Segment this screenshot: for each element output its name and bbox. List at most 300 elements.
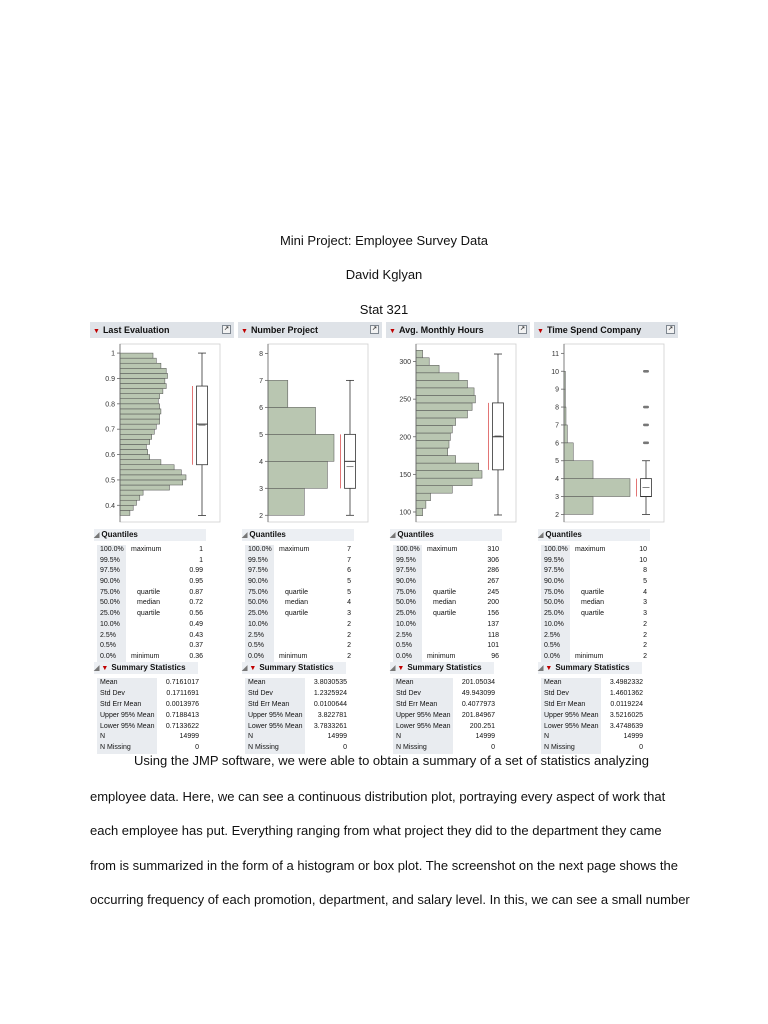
summary-label: Std Err Mean xyxy=(248,700,290,708)
panel-header[interactable] xyxy=(238,322,382,338)
quantiles-title: Quantiles xyxy=(545,530,582,539)
histogram-bar xyxy=(268,407,316,434)
report-window-icon[interactable]: ↗ xyxy=(519,326,526,332)
histogram-bar xyxy=(120,384,166,389)
quantile-value: 5 xyxy=(347,588,351,596)
panel-header[interactable] xyxy=(386,322,530,338)
red-triangle-menu-icon[interactable]: ▼ xyxy=(389,328,396,335)
quantile-label: quartile xyxy=(433,588,456,596)
quantile-percent: 50.0% xyxy=(248,599,268,607)
histogram-bar xyxy=(120,429,154,434)
outlier-point xyxy=(643,370,649,373)
quantile-percent: 97.5% xyxy=(100,567,120,575)
quantile-value: 137 xyxy=(487,620,499,628)
histogram-bar xyxy=(120,444,146,449)
quantile-value: 6 xyxy=(347,567,351,575)
histogram-bar xyxy=(120,353,153,358)
summary-label: Std Dev xyxy=(100,689,125,697)
disclosure-icon[interactable]: ◢ xyxy=(538,532,544,539)
quantile-percent: 99.5% xyxy=(100,556,120,564)
quantile-row xyxy=(97,588,205,599)
quantile-value: 0.99 xyxy=(189,567,203,575)
quantile-percent: 0.0% xyxy=(396,652,412,660)
body-paragraph-line: Using the JMP software, we were able to obtain a summary of a set of statistics analyzing xyxy=(134,753,649,768)
quantile-percent: 50.0% xyxy=(544,599,564,607)
jmp-distribution-screenshot xyxy=(90,322,678,750)
quantile-value: 10 xyxy=(639,556,647,564)
histogram-bar xyxy=(120,500,137,505)
quantile-row xyxy=(393,556,501,567)
document-course: Stat 321 xyxy=(359,302,409,317)
quantile-row xyxy=(245,641,353,652)
histogram-bar xyxy=(564,479,630,497)
quantile-value: 2 xyxy=(643,631,647,639)
quantile-percent: 100.0% xyxy=(248,546,272,553)
summary-label: Std Dev xyxy=(396,689,421,697)
y-tick-label: 1 xyxy=(111,350,115,358)
quantile-row xyxy=(393,631,501,642)
quantile-row xyxy=(97,652,205,663)
body-paragraph-line: occurring frequency of each promotion, department, and salary level. In this, we can see a small number xyxy=(90,892,690,907)
quantile-percent: 100.0% xyxy=(396,546,420,553)
summary-value: 201.05034 xyxy=(461,679,495,686)
quantile-row xyxy=(245,631,353,642)
summary-row xyxy=(541,711,645,722)
summary-row xyxy=(393,722,497,733)
quantile-row xyxy=(97,556,205,567)
histogram-bar xyxy=(120,419,160,424)
quantile-label: minimum xyxy=(575,652,604,660)
y-tick-label: 11 xyxy=(551,350,559,358)
quantiles-header[interactable] xyxy=(242,529,354,541)
quantile-row xyxy=(245,545,353,556)
summary-value: 0.7188413 xyxy=(165,711,199,719)
quantiles-header[interactable] xyxy=(538,529,650,541)
summary-row xyxy=(97,678,201,689)
summary-label: Std Dev xyxy=(248,689,273,697)
y-tick-label: 2 xyxy=(555,511,559,519)
histogram-bar xyxy=(120,505,133,510)
histogram-bar xyxy=(120,475,186,480)
y-tick-label: 0.9 xyxy=(105,375,115,383)
y-tick-label: 0.4 xyxy=(105,502,115,510)
quantile-label: quartile xyxy=(285,588,308,596)
summary-row xyxy=(97,732,201,743)
summary-value: 1.4601362 xyxy=(609,689,643,697)
summary-value: 0.0013976 xyxy=(165,700,199,708)
quantiles-title: Quantiles xyxy=(397,530,434,539)
report-window-icon[interactable]: ↗ xyxy=(667,326,674,332)
quantile-value: 245 xyxy=(487,588,499,596)
summary-value: 49.943099 xyxy=(461,689,495,697)
summary-row xyxy=(541,689,645,700)
summary-row xyxy=(97,700,201,711)
disclosure-icon[interactable]: ◢ xyxy=(94,532,100,539)
quantile-value: 5 xyxy=(347,578,351,586)
summary-label: N Missing xyxy=(544,744,575,752)
summary-row xyxy=(393,732,497,743)
summary-statistics-header[interactable] xyxy=(538,662,642,674)
quantile-row xyxy=(245,588,353,599)
summary-statistics-table xyxy=(541,678,645,754)
summary-statistics-title: Summary Statistics xyxy=(111,663,186,672)
histogram-bar xyxy=(120,414,160,419)
summary-row xyxy=(541,678,645,689)
histogram-boxplot xyxy=(386,340,530,526)
histogram-bar xyxy=(120,389,163,394)
quantile-label: maximum xyxy=(279,546,310,553)
quantile-percent: 10.0% xyxy=(248,620,268,628)
quantile-row xyxy=(245,598,353,609)
y-tick-label: 2 xyxy=(259,512,263,520)
red-triangle-menu-icon[interactable]: ▼ xyxy=(545,665,553,672)
distribution-panel-last-evaluation xyxy=(90,322,234,750)
red-triangle-menu-icon[interactable]: ▼ xyxy=(397,665,405,672)
document-author: David Kglyan xyxy=(345,267,423,282)
histogram-bar xyxy=(416,508,423,516)
summary-label: Lower 95% Mean xyxy=(544,722,599,730)
y-tick-label: 6 xyxy=(555,440,559,448)
summary-label: Std Err Mean xyxy=(544,700,586,708)
body-paragraph-line: each employee has put. Everything ranging from what project they did to the department they came xyxy=(90,823,662,838)
y-tick-label: 4 xyxy=(259,458,263,466)
quantile-percent: 25.0% xyxy=(544,610,564,618)
histogram-bar xyxy=(416,380,467,388)
quantile-label: median xyxy=(581,599,604,607)
histogram-bar xyxy=(416,463,479,471)
summary-label: Lower 95% Mean xyxy=(396,722,451,730)
histogram-bar xyxy=(416,471,482,479)
quantile-row xyxy=(245,566,353,577)
quantile-value: 310 xyxy=(487,546,499,553)
disclosure-icon[interactable]: ◢ xyxy=(94,665,100,672)
quantile-row xyxy=(97,598,205,609)
y-tick-label: 300 xyxy=(399,359,411,367)
summary-value: 200.251 xyxy=(469,722,495,730)
histogram-bar xyxy=(120,373,168,378)
report-window-icon[interactable]: ↗ xyxy=(371,326,378,332)
summary-value: 0.0119224 xyxy=(610,700,643,708)
histogram-bar xyxy=(416,373,459,381)
summary-row xyxy=(541,722,645,733)
quantile-row xyxy=(541,588,649,599)
histogram-bar xyxy=(564,497,593,515)
quantile-percent: 97.5% xyxy=(248,567,268,575)
summary-value: 0.7133622 xyxy=(165,722,199,730)
y-tick-label: 5 xyxy=(555,458,559,466)
summary-statistics-header[interactable] xyxy=(94,662,198,674)
outlier-point xyxy=(643,442,649,445)
summary-label: N xyxy=(100,733,106,741)
quantile-row xyxy=(541,545,649,556)
summary-value: 3.7833261 xyxy=(313,722,347,730)
summary-row xyxy=(245,711,349,722)
summary-row xyxy=(541,700,645,711)
quantile-value: 2 xyxy=(643,652,647,660)
summary-value: 14999 xyxy=(179,733,199,741)
histogram-bar xyxy=(564,425,567,443)
quantile-value: 3 xyxy=(643,610,647,618)
summary-label: Upper 95% Mean xyxy=(396,711,451,719)
histogram-bar xyxy=(416,478,472,486)
quantile-label: median xyxy=(285,599,308,607)
panel-title: Number Project xyxy=(250,325,318,335)
histogram-bar xyxy=(268,461,327,488)
distribution-panel-time-spend-company xyxy=(534,322,678,750)
summary-label: Std Dev xyxy=(544,689,569,697)
quantile-label: median xyxy=(137,599,160,607)
quantile-value: 1 xyxy=(199,556,203,564)
histogram-bar xyxy=(416,403,472,411)
quantile-value: 10 xyxy=(639,546,647,553)
summary-row xyxy=(245,722,349,733)
quantile-row xyxy=(393,577,501,588)
histogram-bar xyxy=(564,461,593,479)
quantile-percent: 0.0% xyxy=(248,652,264,660)
quantile-percent: 0.5% xyxy=(248,642,264,650)
summary-value: 0.1711691 xyxy=(166,689,199,697)
quantile-value: 2 xyxy=(347,642,351,650)
summary-value: 3.8030535 xyxy=(313,679,347,686)
histogram-bar xyxy=(120,470,181,475)
histogram-bar xyxy=(120,460,161,465)
summary-label: N Missing xyxy=(100,744,131,752)
disclosure-icon[interactable]: ◢ xyxy=(242,665,248,672)
quantile-row xyxy=(97,620,205,631)
y-tick-label: 250 xyxy=(399,396,411,404)
summary-statistics-header[interactable] xyxy=(390,662,494,674)
histogram-bar xyxy=(120,404,160,409)
summary-statistics-title: Summary Statistics xyxy=(407,663,482,672)
quantile-value: 2 xyxy=(347,631,351,639)
histogram-bar xyxy=(120,394,160,399)
quantile-row xyxy=(97,631,205,642)
summary-row xyxy=(245,700,349,711)
quantile-value: 0.36 xyxy=(189,652,203,660)
quantile-value: 200 xyxy=(487,599,499,607)
summary-value: 201.84967 xyxy=(461,711,495,719)
quantile-value: 0.56 xyxy=(189,610,203,618)
quantile-percent: 50.0% xyxy=(396,599,416,607)
histogram-bar xyxy=(416,456,456,464)
panel-header[interactable] xyxy=(90,322,234,338)
quantile-row xyxy=(541,620,649,631)
quantile-percent: 90.0% xyxy=(100,578,120,586)
y-tick-label: 7 xyxy=(555,422,559,430)
summary-statistics-header[interactable] xyxy=(242,662,346,674)
summary-label: Std Err Mean xyxy=(396,700,438,708)
summary-row xyxy=(393,711,497,722)
histogram-bar xyxy=(120,455,150,460)
body-paragraph-line: from is summarized in the form of a histogram or box plot. The screenshot on the next page shows the xyxy=(90,858,678,873)
quantile-percent: 97.5% xyxy=(544,567,564,575)
quantile-row xyxy=(393,588,501,599)
quantile-percent: 97.5% xyxy=(396,567,416,575)
outlier-point xyxy=(643,406,649,409)
quantile-value: 3 xyxy=(347,610,351,618)
histogram-bar xyxy=(416,395,475,403)
red-triangle-menu-icon[interactable]: ▼ xyxy=(537,328,544,335)
quantile-row xyxy=(245,652,353,663)
summary-value: 0 xyxy=(343,744,347,752)
histogram-bar xyxy=(120,368,166,373)
summary-label: N xyxy=(544,733,550,741)
histogram-bar xyxy=(120,495,140,500)
quantile-row xyxy=(541,556,649,567)
quantile-value: 0.37 xyxy=(189,642,203,650)
quantile-percent: 90.0% xyxy=(396,578,416,586)
histogram-bar xyxy=(120,449,148,454)
quantile-value: 3 xyxy=(643,599,647,607)
summary-row xyxy=(393,689,497,700)
quantile-percent: 2.5% xyxy=(248,631,264,639)
histogram-bar xyxy=(416,358,429,366)
quantile-value: 286 xyxy=(487,567,499,575)
quantile-row xyxy=(97,545,205,556)
quantile-row xyxy=(541,566,649,577)
quantile-percent: 2.5% xyxy=(396,631,412,639)
quantile-row xyxy=(245,556,353,567)
quantile-percent: 100.0% xyxy=(100,546,124,553)
histogram-bar xyxy=(416,350,423,358)
histogram-bar xyxy=(416,493,431,501)
outlier-point xyxy=(643,424,649,427)
disclosure-icon[interactable]: ◢ xyxy=(390,665,396,672)
summary-label: N Missing xyxy=(248,744,279,752)
quantile-row xyxy=(97,566,205,577)
quantile-value: 2 xyxy=(643,642,647,650)
quantile-percent: 10.0% xyxy=(396,620,416,628)
disclosure-icon[interactable]: ◢ xyxy=(538,665,544,672)
y-tick-label: 8 xyxy=(555,404,559,412)
summary-label: N xyxy=(248,733,254,741)
quantiles-title: Quantiles xyxy=(101,530,138,539)
histogram-bar xyxy=(120,424,156,429)
summary-value: 3.822781 xyxy=(317,711,347,719)
y-tick-label: 8 xyxy=(259,350,263,358)
quantile-value: 0.72 xyxy=(189,599,203,607)
quantile-percent: 10.0% xyxy=(100,620,120,628)
distribution-panel-avg-monthly-hours xyxy=(386,322,530,750)
report-window-icon[interactable]: ↗ xyxy=(223,326,230,332)
quantile-row xyxy=(541,631,649,642)
summary-label: Upper 95% Mean xyxy=(544,711,599,719)
summary-value: 1.2325924 xyxy=(313,689,347,697)
quantile-row xyxy=(97,577,205,588)
histogram-bar xyxy=(416,418,456,426)
histogram-bar xyxy=(120,480,183,485)
y-tick-label: 4 xyxy=(555,476,559,484)
summary-row xyxy=(97,722,201,733)
summary-statistics-table xyxy=(97,678,201,754)
histogram-bar xyxy=(120,358,156,363)
quantile-row xyxy=(97,609,205,620)
quantile-label: maximum xyxy=(427,546,458,553)
quantile-percent: 0.0% xyxy=(544,652,560,660)
body-paragraph-line: employee data. Here, we can see a continuous distribution plot, portraying every aspect of work that xyxy=(90,789,666,804)
quantile-value: 7 xyxy=(347,546,351,553)
quantile-percent: 50.0% xyxy=(100,599,120,607)
histogram-bar xyxy=(416,441,449,449)
quantile-value: 7 xyxy=(347,556,351,564)
summary-row xyxy=(97,689,201,700)
quantile-value: 4 xyxy=(347,599,351,607)
y-tick-label: 100 xyxy=(399,509,411,517)
summary-label: Std Err Mean xyxy=(100,700,142,708)
quantile-label: quartile xyxy=(581,610,604,618)
quantile-row xyxy=(393,609,501,620)
quantiles-header[interactable] xyxy=(390,529,502,541)
summary-row xyxy=(97,711,201,722)
red-triangle-menu-icon[interactable]: ▼ xyxy=(93,328,100,335)
panel-header[interactable] xyxy=(534,322,678,338)
summary-value: 0.7161017 xyxy=(165,679,199,686)
summary-value: 0 xyxy=(491,744,495,752)
y-tick-label: 10 xyxy=(551,368,559,376)
quantile-label: median xyxy=(433,599,456,607)
red-triangle-menu-icon[interactable]: ▼ xyxy=(249,665,257,672)
quantile-row xyxy=(245,620,353,631)
quantile-value: 0.87 xyxy=(189,588,203,596)
histogram-bar xyxy=(120,485,170,490)
histogram-bar xyxy=(120,363,161,368)
quantile-value: 96 xyxy=(491,652,499,660)
y-tick-label: 0.6 xyxy=(105,452,115,460)
quantile-label: minimum xyxy=(427,652,456,660)
histogram-bar xyxy=(120,434,152,439)
quantile-percent: 2.5% xyxy=(544,631,560,639)
quantile-value: 4 xyxy=(643,588,647,596)
quantile-row xyxy=(393,598,501,609)
summary-label: Upper 95% Mean xyxy=(248,711,303,719)
histogram-bar xyxy=(120,409,161,414)
quantile-label: minimum xyxy=(279,652,308,660)
histogram-bar xyxy=(416,365,439,373)
quantile-percent: 90.0% xyxy=(248,578,268,586)
quantile-value: 5 xyxy=(643,578,647,586)
summary-value: 3.4982332 xyxy=(609,679,643,686)
summary-row xyxy=(245,678,349,689)
quantiles-table xyxy=(541,545,649,663)
quantile-value: 2 xyxy=(347,652,351,660)
red-triangle-menu-icon[interactable]: ▼ xyxy=(101,665,109,672)
quantiles-header[interactable] xyxy=(94,529,206,541)
quantile-percent: 75.0% xyxy=(248,588,268,596)
quantile-row xyxy=(541,598,649,609)
quantile-percent: 25.0% xyxy=(396,610,416,618)
quantile-label: quartile xyxy=(137,610,160,618)
quantile-value: 118 xyxy=(487,631,499,639)
summary-value: 0 xyxy=(195,744,199,752)
y-tick-label: 3 xyxy=(555,494,559,502)
disclosure-icon[interactable]: ◢ xyxy=(242,532,248,539)
y-tick-label: 0.8 xyxy=(105,401,115,409)
histogram-bar xyxy=(268,380,288,407)
quantile-percent: 0.5% xyxy=(100,642,116,650)
quantiles-table xyxy=(245,545,353,663)
quantile-value: 0.95 xyxy=(189,578,203,586)
summary-value: 14999 xyxy=(475,733,495,741)
quantile-percent: 75.0% xyxy=(544,588,564,596)
red-triangle-menu-icon[interactable]: ▼ xyxy=(241,328,248,335)
disclosure-icon[interactable]: ◢ xyxy=(390,532,396,539)
quantile-row xyxy=(541,641,649,652)
histogram-bar xyxy=(416,425,452,433)
y-tick-label: 200 xyxy=(399,434,411,442)
quantile-value: 2 xyxy=(643,620,647,628)
summary-label: Mean xyxy=(100,679,118,686)
summary-label: Mean xyxy=(544,679,562,686)
